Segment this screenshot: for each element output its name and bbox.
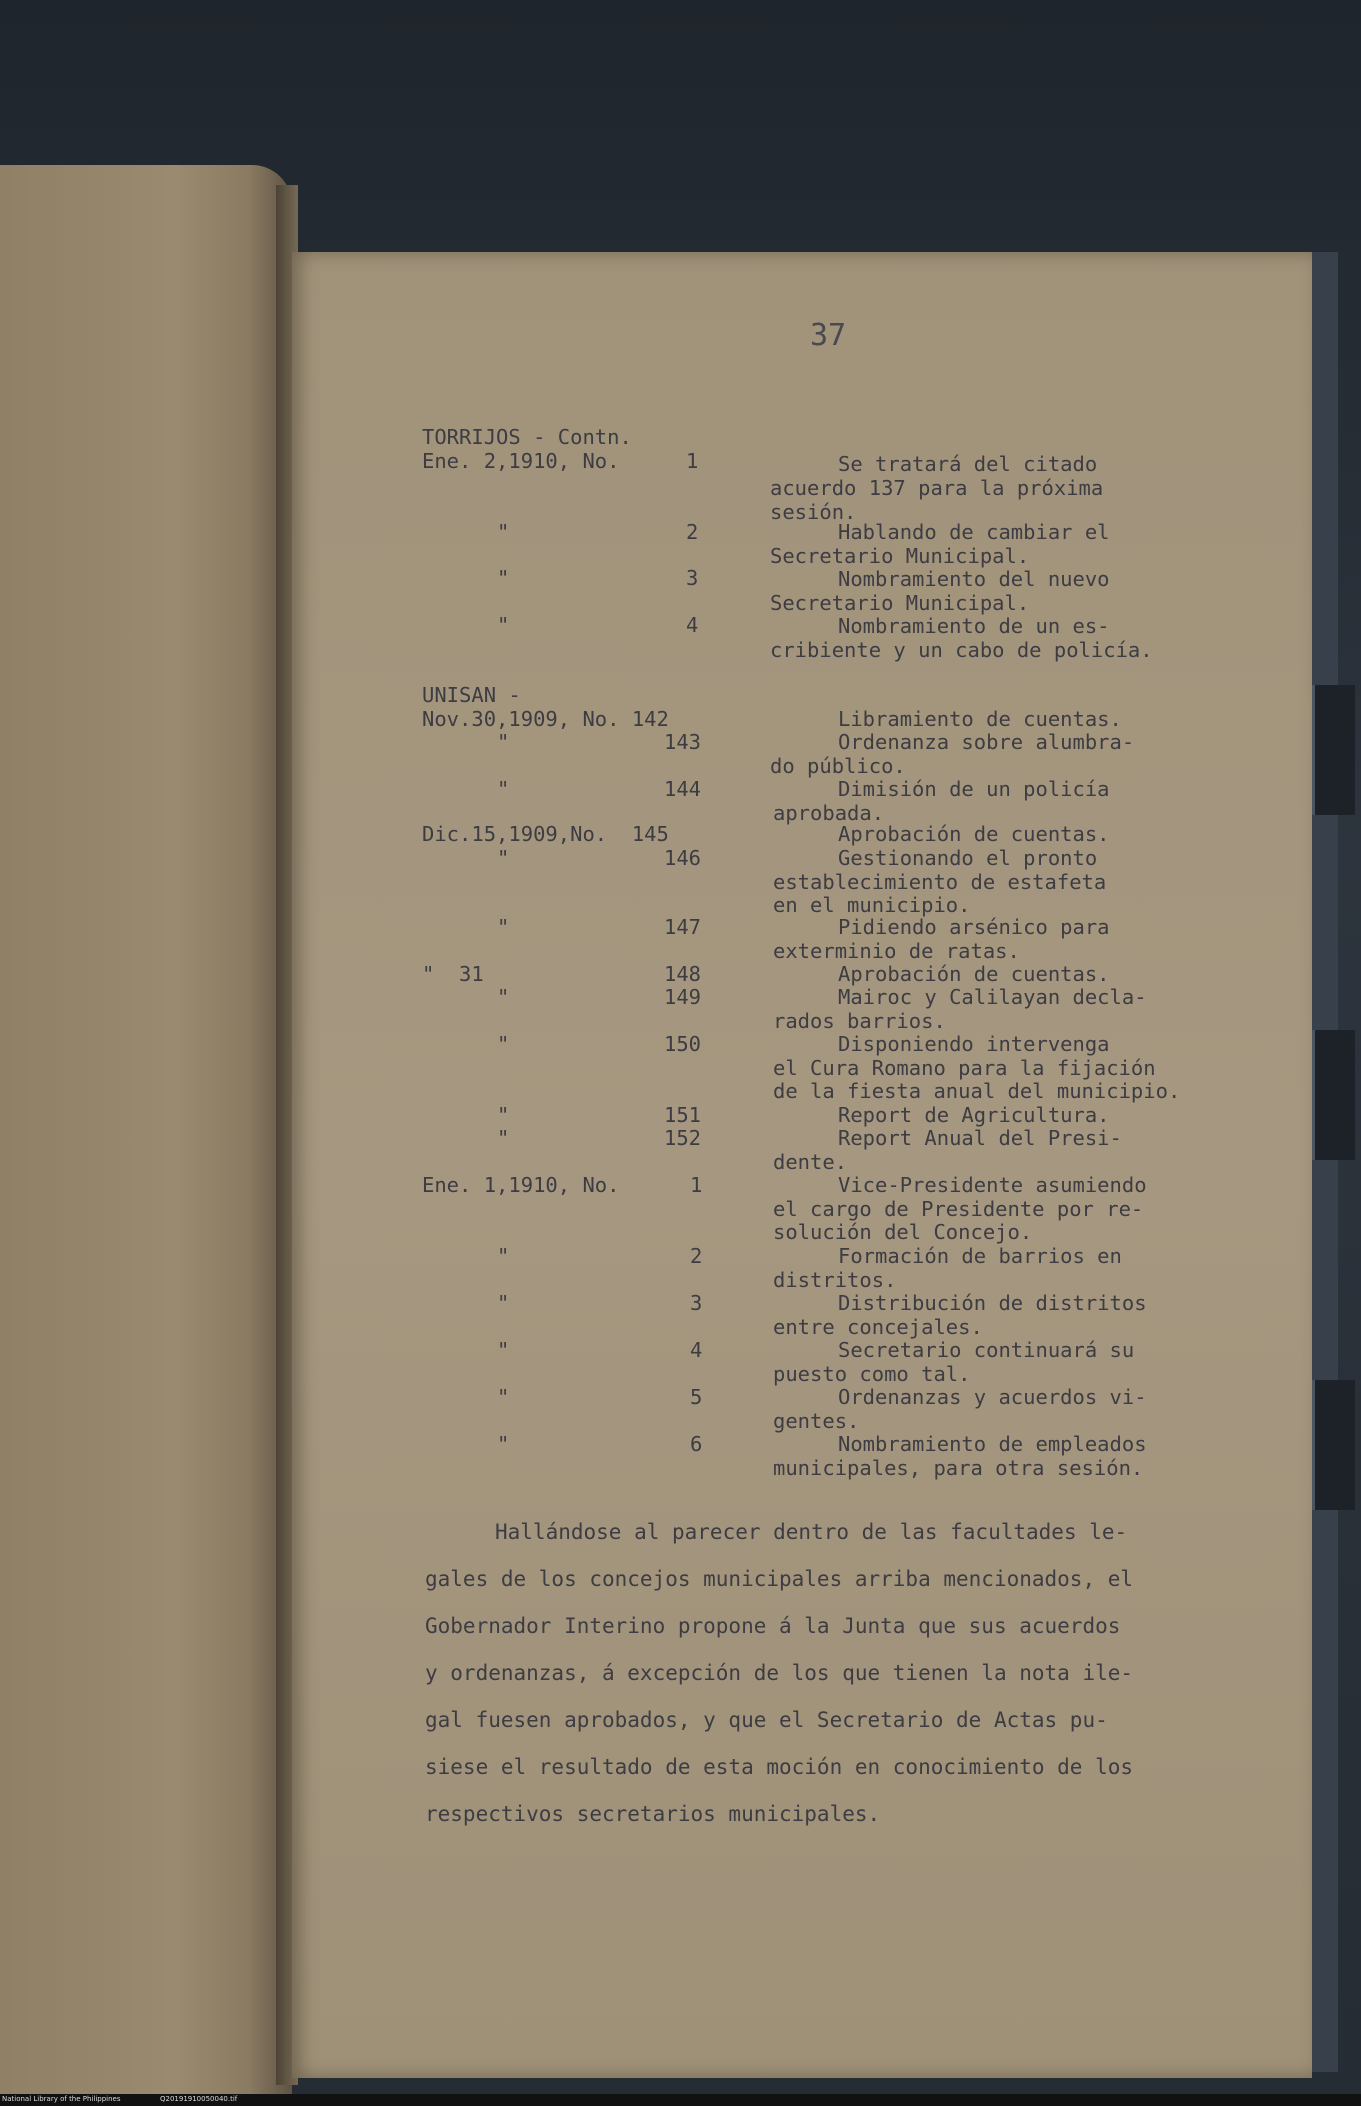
record-line: Report de Agricultura. xyxy=(838,1103,1110,1127)
record-line: " xyxy=(497,1291,510,1315)
record-line: Se tratará del citado xyxy=(838,452,1098,476)
record-line: 144 xyxy=(664,777,702,801)
record-line: " xyxy=(497,1032,510,1056)
record-line: " xyxy=(497,777,510,801)
record-line: " xyxy=(497,613,510,637)
record-line: " xyxy=(497,1103,510,1127)
record-line: " xyxy=(497,1432,510,1456)
paragraph-line: Hallándose al parecer dentro de las facultades le- xyxy=(495,1520,1128,1544)
record-line: rados barrios. xyxy=(773,1009,946,1033)
record-line: exterminio de ratas. xyxy=(773,939,1020,963)
record-line: Libramiento de cuentas. xyxy=(838,707,1122,731)
record-line: Aprobación de cuentas. xyxy=(838,822,1110,846)
record-line: TORRIJOS - Contn. xyxy=(422,425,632,449)
record-line: Dic.15,1909,No. 145 xyxy=(422,822,669,846)
record-line: " 31 xyxy=(422,962,484,986)
record-line: Secretario Municipal. xyxy=(770,544,1030,568)
record-line: Nombramiento de un es- xyxy=(838,614,1110,638)
record-line: el cargo de Presidente por re- xyxy=(773,1197,1144,1221)
record-line: " xyxy=(497,985,510,1009)
record-line: do público. xyxy=(770,754,906,778)
record-line: Ordenanzas y acuerdos vi- xyxy=(838,1385,1147,1409)
facing-page-left xyxy=(0,165,292,2095)
record-line: Nombramiento de empleados xyxy=(838,1432,1147,1456)
record-line: 149 xyxy=(664,985,702,1009)
record-line: UNISAN - xyxy=(422,683,521,707)
paragraph-line: gal fuesen aprobados, y que el Secretario de Actas pu- xyxy=(425,1708,1108,1732)
record-line: Secretario continuará su xyxy=(838,1338,1135,1362)
record-line: Gestionando el pronto xyxy=(838,846,1098,870)
record-line: distritos. xyxy=(773,1268,897,1292)
paragraph-line: y ordenanzas, á excepción de los que tienen la nota ile- xyxy=(425,1661,1134,1685)
record-line: Formación de barrios en xyxy=(838,1244,1122,1268)
record-line: Mairoc y Calilayan decla- xyxy=(838,985,1147,1009)
record-line: Ene. 1,1910, No. xyxy=(422,1173,620,1197)
record-line: Report Anual del Presi- xyxy=(838,1126,1122,1150)
record-line: municipales, para otra sesión. xyxy=(773,1456,1144,1480)
record-line: 4 xyxy=(690,1338,703,1362)
record-line: en el municipio. xyxy=(773,893,971,917)
record-line: " xyxy=(497,566,510,590)
record-line: acuerdo 137 para la próxima xyxy=(770,476,1104,500)
record-line: 150 xyxy=(664,1032,702,1056)
record-line: 152 xyxy=(664,1126,702,1150)
record-line: el Cura Romano para la fijación xyxy=(773,1056,1156,1080)
record-line: " xyxy=(497,1244,510,1268)
record-line: 1 xyxy=(690,1173,703,1197)
record-line: 2 xyxy=(690,1244,703,1268)
record-line: establecimiento de estafeta xyxy=(773,870,1107,894)
record-line: 1 xyxy=(686,449,699,473)
record-line: 4 xyxy=(686,613,699,637)
page-tab xyxy=(1312,685,1355,815)
record-line: Nombramiento del nuevo xyxy=(838,567,1110,591)
record-line: de la fiesta anual del municipio. xyxy=(773,1079,1181,1103)
record-line: Ordenanza sobre alumbra- xyxy=(838,730,1135,754)
record-line: puesto como tal. xyxy=(773,1362,971,1386)
record-line: " xyxy=(497,730,510,754)
record-line: 2 xyxy=(686,520,699,544)
paragraph-line: Gobernador Interino propone á la Junta que sus acuerdos xyxy=(425,1614,1121,1638)
record-line: 3 xyxy=(686,566,699,590)
paragraph-line: siese el resultado de esta moción en conocimiento de los xyxy=(425,1755,1134,1779)
record-line: 3 xyxy=(690,1291,703,1315)
page-edge-right xyxy=(1308,252,1338,2072)
paragraph-line: respectivos secretarios municipales. xyxy=(425,1802,881,1826)
record-line: Ene. 2,1910, No. xyxy=(422,449,620,473)
scan-footer xyxy=(0,2094,1361,2106)
record-line: sesión. xyxy=(770,500,857,524)
record-line: 6 xyxy=(690,1432,703,1456)
record-line: " xyxy=(497,1126,510,1150)
record-line: Vice-Presidente asumiendo xyxy=(838,1173,1147,1197)
record-line: solución del Concejo. xyxy=(773,1220,1033,1244)
page-number: 37 xyxy=(810,318,847,353)
record-line: 146 xyxy=(664,846,702,870)
record-line: aprobada. xyxy=(773,801,885,825)
footer-filename: Q20191910050040.tif xyxy=(160,2095,238,2103)
record-line: Aprobación de cuentas. xyxy=(838,962,1110,986)
record-line: dente. xyxy=(773,1150,848,1174)
record-line: Hablando de cambiar el xyxy=(838,520,1110,544)
record-line: " xyxy=(497,1338,510,1362)
record-line: Disponiendo intervenga xyxy=(838,1032,1110,1056)
record-line: Pidiendo arsénico para xyxy=(838,915,1110,939)
record-line: gentes. xyxy=(773,1409,860,1433)
record-line: Nov.30,1909, No. 142 xyxy=(422,707,669,731)
record-line: 151 xyxy=(664,1103,702,1127)
record-line: 5 xyxy=(690,1385,703,1409)
record-line: 147 xyxy=(664,915,702,939)
record-line: Dimisión de un policía xyxy=(838,777,1110,801)
record-line: 143 xyxy=(664,730,702,754)
record-line: " xyxy=(497,915,510,939)
record-line: cribiente y un cabo de policía. xyxy=(770,638,1153,662)
record-line: " xyxy=(497,846,510,870)
record-line: " xyxy=(497,520,510,544)
page-tab xyxy=(1312,1030,1355,1160)
record-line: " xyxy=(497,1385,510,1409)
record-line: 148 xyxy=(664,962,702,986)
record-line: Distribución de distritos xyxy=(838,1291,1147,1315)
record-line: entre concejales. xyxy=(773,1315,983,1339)
footer-library: National Library of the Philippines xyxy=(2,2095,121,2103)
record-line: Secretario Municipal. xyxy=(770,591,1030,615)
paragraph-line: gales de los concejos municipales arriba mencionados, el xyxy=(425,1567,1134,1591)
page-tab xyxy=(1312,1380,1355,1510)
